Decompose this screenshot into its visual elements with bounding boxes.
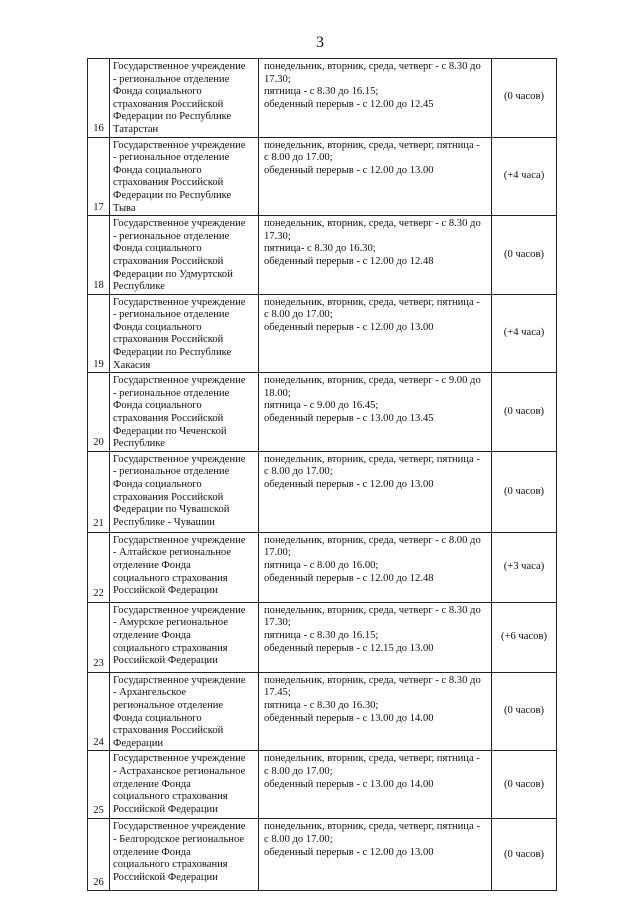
organization-name: Государственное учреждение - Алтайское региональное отделение Фонда социального страхования Российской Федерации (110, 532, 259, 602)
table-row (88, 451, 557, 532)
row-number: 17 (88, 137, 110, 216)
time-offset: (0 часов) (492, 819, 557, 891)
table-row (88, 294, 557, 373)
table-row (88, 751, 557, 819)
schedule-table-body (88, 59, 557, 891)
schedule-table (87, 58, 557, 891)
row-number: 19 (88, 294, 110, 373)
table-row (88, 373, 557, 452)
organization-name: Государственное учреждение - Белгородское региональное отделение Фонда социального страхования Российской Федерации (110, 819, 259, 891)
working-hours: понедельник, вторник, среда, четверг - с 8.30 до 17.45; пятница - с 8.30 до 16.30; обеденный перерыв - с 13.00 до 14.00 (259, 672, 492, 751)
working-hours: понедельник, вторник, среда, четверг - с 8.30 до 17.30; пятница - с 8.30 до 16.15; обеденный перерыв - с 12.15 до 13.00 (259, 602, 492, 672)
time-offset: (0 часов) (492, 216, 557, 295)
organization-name: Государственное учреждение - региональное отделение Фонда социального страхования Российской Федерации по Чувашской Республике - Чувашии (110, 451, 259, 532)
working-hours: понедельник, вторник, среда, четверг - с 8.00 до 17.00; пятница - с 8.00 до 16.00; обеденный перерыв - с 12.00 до 12.48 (259, 532, 492, 602)
row-number: 16 (88, 59, 110, 138)
row-number: 26 (88, 819, 110, 891)
page-number: 3 (316, 34, 324, 51)
organization-name: Государственное учреждение - региональное отделение Фонда социального страхования Российской Федерации по Удмуртской Республике (110, 216, 259, 295)
table-row (88, 137, 557, 216)
time-offset: (0 часов) (492, 451, 557, 532)
time-offset: (0 часов) (492, 59, 557, 138)
table-row (88, 216, 557, 295)
working-hours: понедельник, вторник, среда, четверг, пятница - с 8.00 до 17.00; обеденный перерыв - с 12.00 до 13.00 (259, 451, 492, 532)
time-offset: (0 часов) (492, 672, 557, 751)
row-number: 25 (88, 751, 110, 819)
time-offset: (+6 часов) (492, 602, 557, 672)
organization-name: Государственное учреждение - региональное отделение Фонда социального страхования Российской Федерации по Республике Тыва (110, 137, 259, 216)
row-number: 22 (88, 532, 110, 602)
organization-name: Государственное учреждение - региональное отделение Фонда социального страхования Российской Федерации по Чеченской Республике (110, 373, 259, 452)
working-hours: понедельник, вторник, среда, четверг, пятница - с 8.00 до 17.00; обеденный перерыв - с 12.00 до 13.00 (259, 137, 492, 216)
row-number: 20 (88, 373, 110, 452)
working-hours: понедельник, вторник, среда, четверг - с 8.30 до 17.30; пятница - с 8.30 до 16.15; обеденный перерыв - с 12.00 до 12.45 (259, 59, 492, 138)
table-row (88, 672, 557, 751)
organization-name: Государственное учреждение - Астраханское региональное отделение Фонда социального страхования Российской Федерации (110, 751, 259, 819)
row-number: 24 (88, 672, 110, 751)
table-row (88, 59, 557, 138)
working-hours: понедельник, вторник, среда, четверг, пятница - с 8.00 до 17.00; обеденный перерыв - с 12.00 до 13.00 (259, 819, 492, 891)
time-offset: (+4 часа) (492, 294, 557, 373)
row-number: 23 (88, 602, 110, 672)
row-number: 21 (88, 451, 110, 532)
working-hours: понедельник, вторник, среда, четверг, пятница - с 8.00 до 17.00; обеденный перерыв - с 12.00 до 13.00 (259, 294, 492, 373)
working-hours: понедельник, вторник, среда, четверг, пятница - с 8.00 до 17.00; обеденный перерыв - с 13.00 до 14.00 (259, 751, 492, 819)
time-offset: (+3 часа) (492, 532, 557, 602)
table-row (88, 819, 557, 891)
organization-name: Государственное учреждение - Архангельское региональное отделение Фонда социального страхования Российской Федерации (110, 672, 259, 751)
row-number: 18 (88, 216, 110, 295)
table-row (88, 532, 557, 602)
organization-name: Государственное учреждение - Амурское региональное отделение Фонда социального страхования Российской Федерации (110, 602, 259, 672)
organization-name: Государственное учреждение - региональное отделение Фонда социального страхования Российской Федерации по Республике Хакасия (110, 294, 259, 373)
table-row (88, 602, 557, 672)
working-hours: понедельник, вторник, среда, четверг - с 8.30 до 17.30; пятница- с 8.30 до 16.30; обеденный перерыв - с 12.00 до 12.48 (259, 216, 492, 295)
time-offset: (0 часов) (492, 373, 557, 452)
time-offset: (+4 часа) (492, 137, 557, 216)
working-hours: понедельник, вторник, среда, четверг - с 9.00 до 18.00; пятница - с 9.00 до 16.45; обеденный перерыв - с 13.00 до 13.45 (259, 373, 492, 452)
organization-name: Государственное учреждение - региональное отделение Фонда социального страхования Российской Федерации по Республике Татарстан (110, 59, 259, 138)
time-offset: (0 часов) (492, 751, 557, 819)
